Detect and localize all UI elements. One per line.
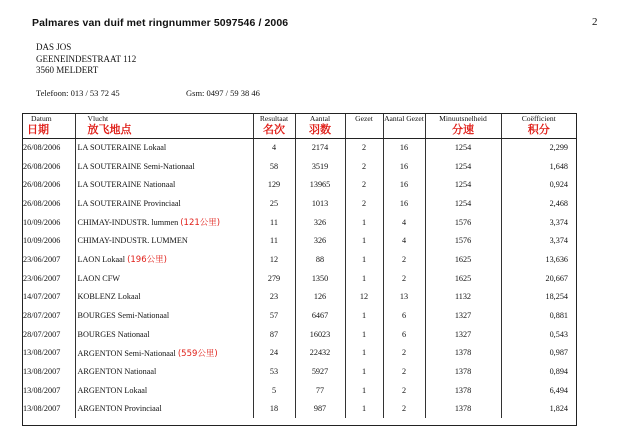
- cell-gezet: 2: [345, 175, 383, 194]
- cell-gezet: 1: [345, 269, 383, 288]
- cell-aantal: 13965: [295, 175, 345, 194]
- table-row: [23, 175, 576, 194]
- cell-aantal: 126: [295, 288, 345, 307]
- cell-gezet: 1: [345, 306, 383, 325]
- cell-minuutsnelheid: 1254: [425, 138, 501, 157]
- cell-datum: 13/08/2007: [23, 367, 61, 377]
- cell-aantal: 88: [295, 250, 345, 269]
- cell-resultaat: 12: [253, 250, 295, 269]
- gsm-number: Gsm: 0497 / 59 38 46: [186, 88, 260, 98]
- col-header-vlucht: Vlucht 放飞地点: [75, 114, 253, 138]
- cell-datum: 28/07/2007: [23, 311, 61, 321]
- cell-aantal: 1013: [295, 194, 345, 213]
- table-header-row: [23, 114, 576, 138]
- cell-vlucht: ARGENTON Provinciaal: [75, 400, 253, 419]
- cell-minuutsnelheid: 1254: [425, 175, 501, 194]
- cell-gezet: 1: [345, 213, 383, 232]
- cell-datum: 13/08/2007: [23, 348, 61, 358]
- cell-vlucht: BOURGES Semi-Nationaal: [75, 306, 253, 325]
- cell-minuutsnelheid: 1576: [425, 213, 501, 232]
- owner-city: 3560 MELDERT: [36, 65, 99, 75]
- cell-resultaat: 129: [253, 175, 295, 194]
- cell-resultaat: 24: [253, 344, 295, 363]
- cell-datum: 14/07/2007: [23, 292, 61, 302]
- cell-aantal-gezet: 2: [383, 400, 425, 419]
- cell-coefficient: 2,299: [501, 138, 576, 157]
- cell-coefficient: 0,881: [501, 306, 576, 325]
- table-row: [23, 288, 576, 307]
- cell-vlucht: ARGENTON Nationaal: [75, 362, 253, 381]
- phone-number: Telefoon: 013 / 53 72 45: [36, 88, 120, 98]
- cell-coefficient: 20,667: [501, 269, 576, 288]
- cell-aantal-gezet: 6: [383, 306, 425, 325]
- col-header-gezet: Gezet: [345, 114, 383, 138]
- cell-gezet: 1: [345, 231, 383, 250]
- cell-aantal-gezet: 6: [383, 325, 425, 344]
- table-row: [23, 381, 576, 400]
- cell-resultaat: 58: [253, 157, 295, 176]
- cell-gezet: 12: [345, 288, 383, 307]
- col-header-minuutsnelheid: Minuutsnelheid 分速: [425, 114, 501, 138]
- cell-aantal-gezet: 16: [383, 175, 425, 194]
- table-row: [23, 306, 576, 325]
- table-row: [23, 194, 576, 213]
- results-table: [23, 114, 576, 418]
- cell-minuutsnelheid: 1378: [425, 344, 501, 363]
- cell-resultaat: 53: [253, 362, 295, 381]
- cell-resultaat: 4: [253, 138, 295, 157]
- cell-resultaat: 57: [253, 306, 295, 325]
- table-row: [23, 269, 576, 288]
- cell-coefficient: 0,543: [501, 325, 576, 344]
- cell-aantal-gezet: 16: [383, 157, 425, 176]
- cell-datum: 26/08/2006: [23, 198, 61, 208]
- cell-minuutsnelheid: 1327: [425, 306, 501, 325]
- cell-minuutsnelheid: 1378: [425, 400, 501, 419]
- table-row: [23, 325, 576, 344]
- cell-aantal-gezet: 16: [383, 138, 425, 157]
- cell-resultaat: 11: [253, 231, 295, 250]
- cell-aantal-gezet: 2: [383, 250, 425, 269]
- cell-aantal-gezet: 2: [383, 269, 425, 288]
- cell-coefficient: 1,648: [501, 157, 576, 176]
- table-row: [23, 157, 576, 176]
- cell-coefficient: 0,987: [501, 344, 576, 363]
- cell-vlucht: BOURGES Nationaal: [75, 325, 253, 344]
- cell-gezet: 1: [345, 250, 383, 269]
- cell-vlucht: ARGENTON Semi-Nationaal (559公里): [75, 344, 253, 363]
- cell-aantal: 326: [295, 231, 345, 250]
- cell-resultaat: 25: [253, 194, 295, 213]
- table-row: [23, 400, 576, 419]
- table-row: [23, 213, 576, 232]
- cell-aantal-gezet: 4: [383, 231, 425, 250]
- cell-resultaat: 279: [253, 269, 295, 288]
- cell-aantal: 77: [295, 381, 345, 400]
- cell-datum: 10/09/2006: [23, 236, 61, 246]
- cell-aantal-gezet: 2: [383, 381, 425, 400]
- cell-aantal: 6467: [295, 306, 345, 325]
- cell-aantal: 22432: [295, 344, 345, 363]
- cell-minuutsnelheid: 1576: [425, 231, 501, 250]
- cell-minuutsnelheid: 1625: [425, 250, 501, 269]
- cell-minuutsnelheid: 1254: [425, 194, 501, 213]
- cell-datum: 26/08/2006: [23, 143, 61, 153]
- cell-vlucht: LA SOUTERAINE Lokaal: [75, 138, 253, 157]
- cell-gezet: 2: [345, 194, 383, 213]
- col-header-aantal-gezet: Aantal Gezet: [383, 114, 425, 138]
- cell-datum: 23/06/2007: [23, 254, 61, 264]
- cell-vlucht: KOBLENZ Lokaal: [75, 288, 253, 307]
- cell-minuutsnelheid: 1625: [425, 269, 501, 288]
- cell-coefficient: 0,894: [501, 362, 576, 381]
- col-header-aantal: Aantal 羽数: [295, 114, 345, 138]
- cell-aantal: 5927: [295, 362, 345, 381]
- distance-note: (559公里): [177, 348, 218, 359]
- cell-minuutsnelheid: 1378: [425, 362, 501, 381]
- cell-vlucht: LA SOUTERAINE Provinciaal: [75, 194, 253, 213]
- cell-coefficient: 1,824: [501, 400, 576, 419]
- cell-coefficient: 3,374: [501, 231, 576, 250]
- cell-coefficient: 6,494: [501, 381, 576, 400]
- cell-coefficient: 3,374: [501, 213, 576, 232]
- cell-coefficient: 0,924: [501, 175, 576, 194]
- table-row: [23, 362, 576, 381]
- cell-gezet: 1: [345, 362, 383, 381]
- cell-vlucht: LA SOUTERAINE Semi-Nationaal: [75, 157, 253, 176]
- cell-minuutsnelheid: 1378: [425, 381, 501, 400]
- distance-note: (121公里): [180, 218, 221, 229]
- page-number: 2: [592, 16, 598, 28]
- cell-resultaat: 18: [253, 400, 295, 419]
- cell-datum: 13/08/2007: [23, 404, 61, 414]
- cell-aantal: 3519: [295, 157, 345, 176]
- cell-aantal: 2174: [295, 138, 345, 157]
- col-header-resultaat: Resultaat 名次: [253, 114, 295, 138]
- cell-coefficient: 13,636: [501, 250, 576, 269]
- cell-vlucht: CHIMAY-INDUSTR. LUMMEN: [75, 231, 253, 250]
- cell-vlucht: LAON Lokaal (196公里): [75, 250, 253, 269]
- cell-aantal-gezet: 2: [383, 362, 425, 381]
- table-row: [23, 344, 576, 363]
- cell-gezet: 1: [345, 325, 383, 344]
- cell-datum: 23/06/2007: [23, 273, 61, 283]
- cell-gezet: 1: [345, 400, 383, 419]
- cell-datum: 13/08/2007: [23, 385, 61, 395]
- owner-street: GEENEINDESTRAAT 112: [36, 53, 137, 64]
- owner-block: [36, 42, 136, 77]
- cell-minuutsnelheid: 1327: [425, 325, 501, 344]
- page-title: Palmares van duif met ringnummer 5097546 / 2006: [32, 17, 289, 29]
- cell-aantal: 1350: [295, 269, 345, 288]
- table-row: [23, 250, 576, 269]
- cell-datum: 28/07/2007: [23, 329, 61, 339]
- cell-vlucht: ARGENTON Lokaal: [75, 381, 253, 400]
- cell-gezet: 2: [345, 138, 383, 157]
- table-body: [23, 138, 576, 418]
- cell-aantal-gezet: 2: [383, 344, 425, 363]
- distance-note: (196公里): [127, 255, 167, 266]
- cell-aantal-gezet: 16: [383, 194, 425, 213]
- cell-coefficient: 2,468: [501, 194, 576, 213]
- cell-datum: 26/08/2006: [23, 161, 61, 171]
- cell-aantal: 987: [295, 400, 345, 419]
- cell-gezet: 1: [345, 344, 383, 363]
- contact-line: [36, 88, 366, 98]
- cell-aantal: 16023: [295, 325, 345, 344]
- cell-aantal-gezet: 13: [383, 288, 425, 307]
- table-row: [23, 138, 576, 157]
- cell-datum: 26/08/2006: [23, 180, 61, 190]
- cell-aantal: 326: [295, 213, 345, 232]
- cell-gezet: 1: [345, 381, 383, 400]
- cell-resultaat: 87: [253, 325, 295, 344]
- cell-vlucht: CHIMAY-INDUSTR. lummen (121公里): [75, 213, 253, 232]
- cell-aantal-gezet: 4: [383, 213, 425, 232]
- owner-name: DAS JOS: [36, 42, 72, 52]
- col-header-datum: Datum 日期: [23, 114, 75, 138]
- results-table-container: [22, 113, 577, 426]
- cell-resultaat: 11: [253, 213, 295, 232]
- cell-vlucht: LA SOUTERAINE Nationaal: [75, 175, 253, 194]
- col-header-coefficient: Coëfficient 积分: [501, 114, 576, 138]
- cell-coefficient: 18,254: [501, 288, 576, 307]
- table-row: [23, 231, 576, 250]
- cell-resultaat: 23: [253, 288, 295, 307]
- cell-minuutsnelheid: 1254: [425, 157, 501, 176]
- cell-minuutsnelheid: 1132: [425, 288, 501, 307]
- cell-gezet: 2: [345, 157, 383, 176]
- cell-resultaat: 5: [253, 381, 295, 400]
- cell-vlucht: LAON CFW: [75, 269, 253, 288]
- cell-datum: 10/09/2006: [23, 217, 61, 227]
